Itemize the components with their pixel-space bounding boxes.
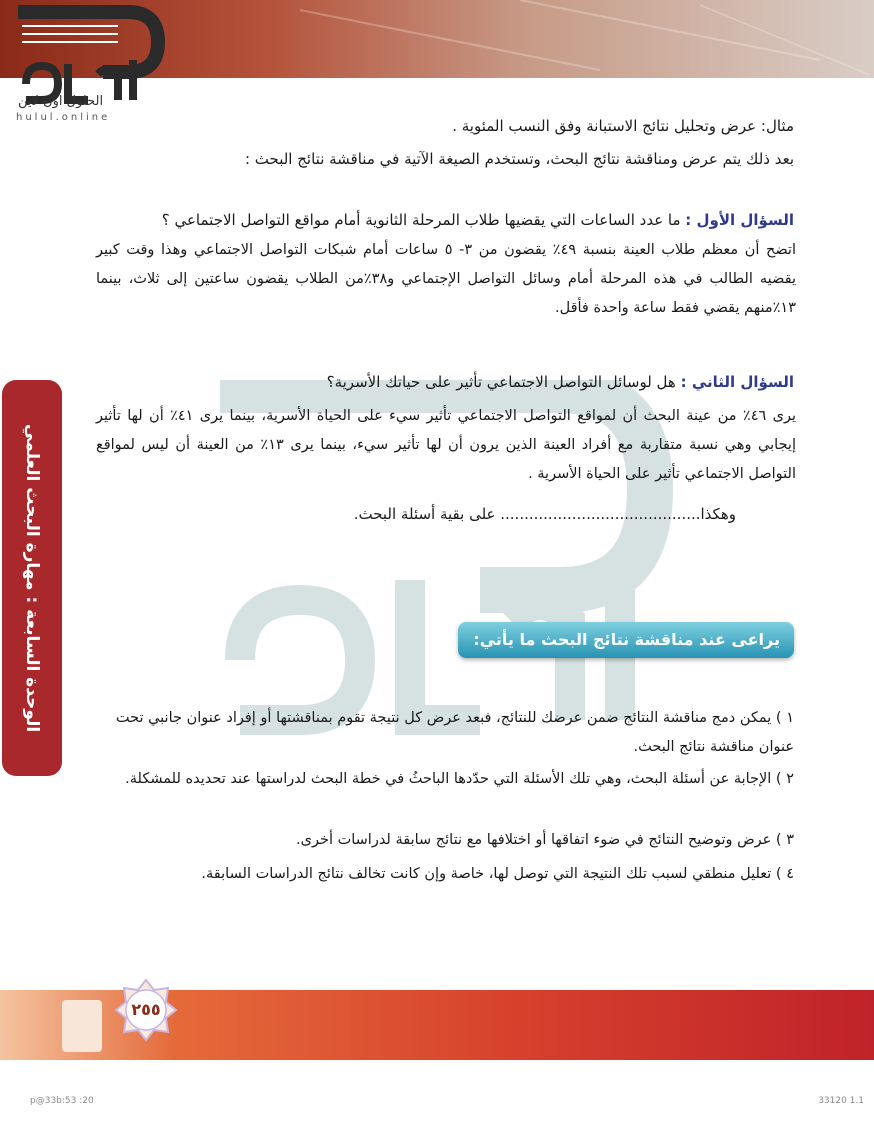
- logo-latin-text: hulul.online: [16, 112, 111, 123]
- intro-line: بعد ذلك يتم عرض ومناقشة نتائج البحث، وتستخدم الصيغة الآتية في مناقشة نتائج البحث :: [244, 150, 794, 168]
- q2-line: [327, 368, 794, 396]
- discussion-banner: يراعى عند مناقشة نتائج البحث ما يأتي:: [458, 622, 794, 658]
- q2-question: هل لوسائل التواصل الاجتماعي تأثير على حياتك الأسرية؟: [326, 373, 681, 391]
- q1-line: [162, 206, 794, 234]
- footer-right-text: 33120 1.1: [818, 1096, 864, 1106]
- q1-question: ما عدد الساعات التي يقضيها طلاب المرحلة الثانوية أمام مواقع التواصل الاجتماعي ؟: [161, 211, 686, 229]
- page-number: ٢٥٥: [131, 1000, 161, 1019]
- list-item: ٤ ) تعليل منطقي لسبب تلك النتيجة التي توصل لها، خاصة وإن كانت تخالف نتائج الدراسات السابقة.: [201, 866, 794, 882]
- list-item: ١ ) يمكن دمج مناقشة النتائج ضمن عرضك للنتائج، فبعد عرض كل نتيجة تقوم بمناقشتها أو إفراد عنوان جانبي تحت عنوان مناقشة نتائج البحث.: [115, 710, 794, 755]
- q1-label: السؤال الأول :: [685, 211, 794, 229]
- unit-side-tab: [2, 380, 62, 776]
- unit-side-tab-label: الوحدة السابعة : مهارة البحث العلمي: [22, 423, 42, 733]
- footer-small-logo: [62, 1000, 102, 1052]
- example-line: مثال: عرض وتحليل نتائج الاستبانة وفق النسب المئوية .: [452, 117, 794, 135]
- q2-continuation: وهكذا.......................................... على بقية أسئلة البحث.: [353, 505, 736, 523]
- q1-answer: اتضح أن معظم طلاب العينة بنسبة ٤٩٪ يقضون من ٣- ٥ ساعات أمام شبكات التواصل الاجتماعي وهذا وقت كبير يقضيه الطالب في هذه المرحلة أمام وسائل التواصل الإجتماعي و٣٨٪من الطلاب يقضون ساعتين إلى ثلاث، بينما ١٣٪منهم يقضي فقط ساعة واحدة فأقل.: [96, 242, 796, 316]
- q2-label: السؤال الثاني :: [680, 373, 794, 391]
- logo-arabic-text: الحلول اون لاين: [18, 94, 104, 109]
- footer-left-text: p@33b:53 :20: [30, 1096, 94, 1106]
- list-item: ٢ ) الإجابة عن أسئلة البحث، وهي تلك الأسئلة التي حدّدها الباحثُ في خطة البحث لدراستها عند تحديده للمشكلة.: [125, 771, 794, 787]
- q2-answer: يرى ٤٦٪ من عينة البحث أن لمواقع التواصل الاجتماعي تأثير سيء على الحياة الأسرية، بينما يرى ٤١٪ أن لها تأثير إيجابي وهي نسبة متقاربة مع أفراد العينة الذين يرون أن لها تأثير سيء، بينما يرى ١٣٪ من العينة أن ليس لمواقع التواصل الاجتماعي تأثير على الحياة الأسرية .: [96, 408, 796, 482]
- list-item: ٣ ) عرض وتوضيح النتائج في ضوء اتفاقها أو اختلافها مع نتائج سابقة لدراسات أخرى.: [296, 832, 794, 848]
